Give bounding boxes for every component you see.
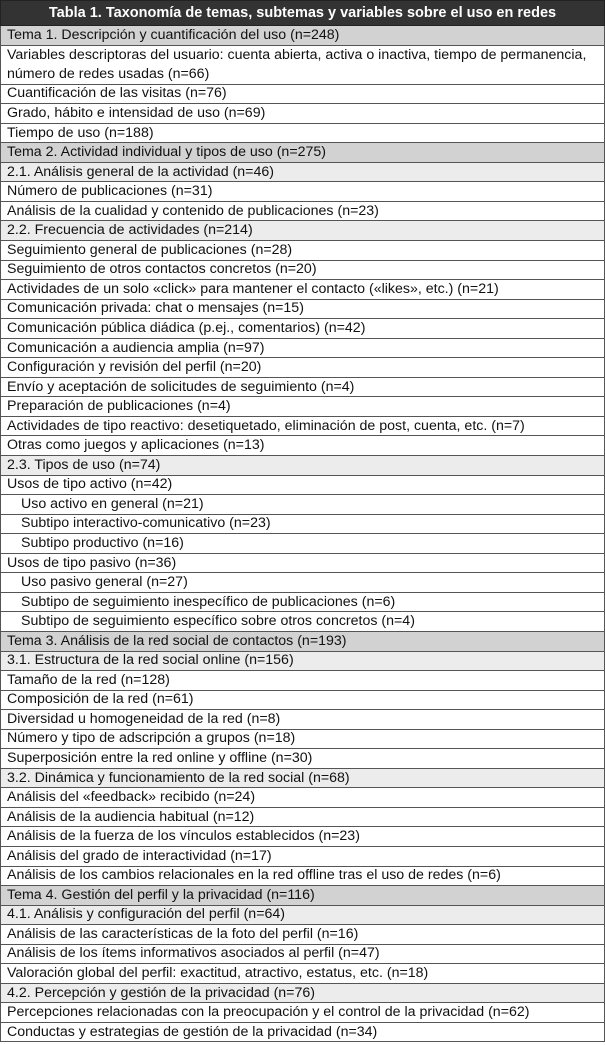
variable-row: Valoración global del perfil: exactitud, atractivo, estatus, etc. (n=18): [0, 964, 605, 984]
variable-row: Tiempo de uso (n=188): [0, 124, 605, 144]
tema-heading-row: Tema 1. Descripción y cuantificación del uso (n=248): [0, 26, 605, 46]
variable-row: Seguimiento de otros contactos concretos (n=20): [0, 261, 605, 281]
subvariable-row: Uso activo en general (n=21): [0, 495, 605, 515]
variable-row: Comunicación privada: chat o mensajes (n=15): [0, 300, 605, 320]
variable-row: Análisis del grado de interactividad (n=17): [0, 847, 605, 867]
subtema-heading-row: 2.1. Análisis general de la actividad (n=46): [0, 163, 605, 183]
variable-row: Tamaño de la red (n=128): [0, 671, 605, 691]
variable-row: Cuantificación de las visitas (n=76): [0, 85, 605, 105]
subtema-heading-row: 4.2. Percepción y gestión de la privacidad (n=76): [0, 984, 605, 1004]
variable-row: Otras como juegos y aplicaciones (n=13): [0, 436, 605, 456]
tema-heading-row: Tema 3. Análisis de la red social de contactos (n=193): [0, 632, 605, 652]
variable-row: Conductas y estrategias de gestión de la privacidad (n=34): [0, 1023, 605, 1043]
variable-row: Actividades de un solo «click» para mantener el contacto («likes», etc.) (n=21): [0, 280, 605, 300]
variable-row: Seguimiento general de publicaciones (n=28): [0, 241, 605, 261]
variable-row: Análisis de los ítems informativos asociados al perfil (n=47): [0, 945, 605, 965]
variable-row: Preparación de publicaciones (n=4): [0, 397, 605, 417]
subtema-heading-row: 4.1. Análisis y configuración del perfil (n=64): [0, 906, 605, 926]
variable-row: Comunicación a audiencia amplia (n=97): [0, 339, 605, 359]
variable-row: Usos de tipo activo (n=42): [0, 476, 605, 496]
variable-row: Análisis de los cambios relacionales en la red offline tras el uso de redes (n=6): [0, 867, 605, 887]
table-title: Tabla 1. Taxonomía de temas, subtemas y variables sobre el uso en redes: [0, 0, 605, 26]
variable-row: Análisis de la fuerza de los vínculos establecidos (n=23): [0, 827, 605, 847]
subvariable-row: Uso pasivo general (n=27): [0, 573, 605, 593]
variable-row: Análisis de las características de la foto del perfil (n=16): [0, 925, 605, 945]
subvariable-row: Subtipo interactivo-comunicativo (n=23): [0, 515, 605, 535]
variable-row: Variables descriptoras del usuario: cuenta abierta, activa o inactiva, tiempo de permanencia, número de redes usadas (n=66): [0, 46, 605, 85]
subvariable-row: Subtipo productivo (n=16): [0, 534, 605, 554]
variable-row: Análisis de la audiencia habitual (n=12): [0, 808, 605, 828]
variable-row: Análisis del «feedback» recibido (n=24): [0, 788, 605, 808]
variable-row: Envío y aceptación de solicitudes de seguimiento (n=4): [0, 378, 605, 398]
subtema-heading-row: 3.1. Estructura de la red social online (n=156): [0, 652, 605, 672]
variable-row: Diversidad u homogeneidad de la red (n=8): [0, 710, 605, 730]
variable-row: Número y tipo de adscripción a grupos (n=18): [0, 730, 605, 750]
subvariable-row: Subtipo de seguimiento específico sobre otros concretos (n=4): [0, 612, 605, 632]
subvariable-row: Subtipo de seguimiento inespecífico de publicaciones (n=6): [0, 593, 605, 613]
variable-row: Análisis de la cualidad y contenido de publicaciones (n=23): [0, 202, 605, 222]
variable-row: Grado, hábito e intensidad de uso (n=69): [0, 104, 605, 124]
subtema-heading-row: 2.2. Frecuencia de actividades (n=214): [0, 221, 605, 241]
tema-heading-row: Tema 4. Gestión del perfil y la privacidad (n=116): [0, 886, 605, 906]
variable-row: Percepciones relacionadas con la preocupación y el control de la privacidad (n=62): [0, 1003, 605, 1023]
variable-row: Actividades de tipo reactivo: desetiquetado, eliminación de post, cuenta, etc. (n=7): [0, 417, 605, 437]
variable-row: Usos de tipo pasivo (n=36): [0, 554, 605, 574]
tema-heading-row: Tema 2. Actividad individual y tipos de uso (n=275): [0, 143, 605, 163]
variable-row: Configuración y revisión del perfil (n=20): [0, 358, 605, 378]
subtema-heading-row: 3.2. Dinámica y funcionamiento de la red social (n=68): [0, 769, 605, 789]
variable-row: Composición de la red (n=61): [0, 691, 605, 711]
table-body: [0, 26, 605, 1045]
subtema-heading-row: 2.3. Tipos de uso (n=74): [0, 456, 605, 476]
variable-row: Número de publicaciones (n=31): [0, 182, 605, 202]
variable-row: Superposición entre la red online y offline (n=30): [0, 749, 605, 769]
variable-row: Comunicación pública diádica (p.ej., comentarios) (n=42): [0, 319, 605, 339]
